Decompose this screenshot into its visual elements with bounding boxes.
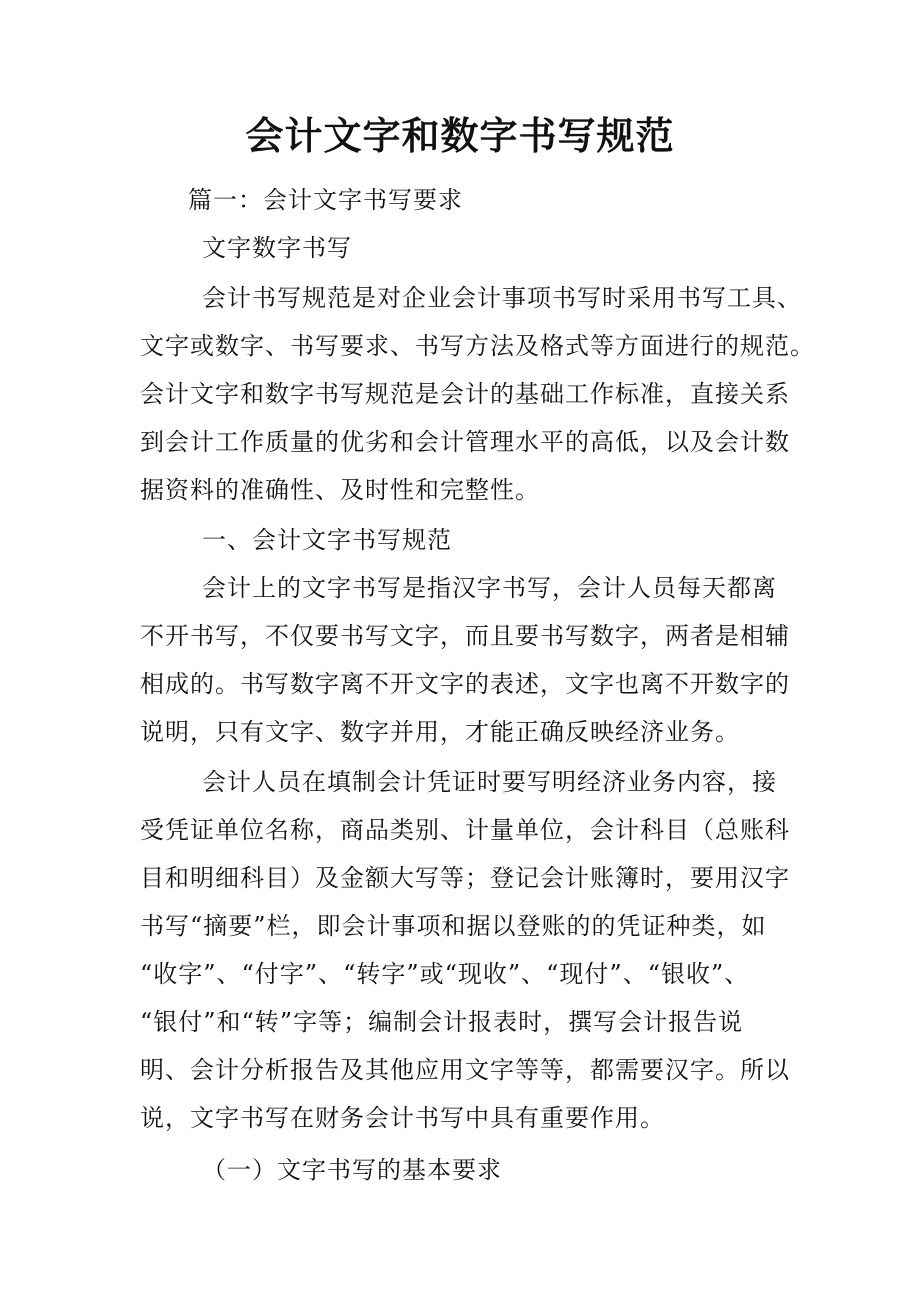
paragraph-line: “银付”和“转”字等；编制会计报表时，撰写会计报告说 bbox=[140, 1008, 744, 1036]
subsection-heading: （一）文字书写的基本要求 bbox=[202, 1156, 502, 1184]
paragraph-line: “收字”、“付字”、“转字”或“现收”、“现付”、“银收”、 bbox=[140, 960, 750, 988]
paragraph-line: 相成的。书写数字离不开文字的表述，文字也离不开数字的 bbox=[140, 670, 790, 698]
paragraph-line: 会计上的文字书写是指汉字书写，会计人员每天都离 bbox=[202, 574, 777, 602]
section-heading: 一、会计文字书写规范 bbox=[202, 526, 452, 554]
paragraph-line: 会计书写规范是对企业会计事项书写时采用书写工具、 bbox=[202, 284, 802, 312]
paragraph-line: 到会计工作质量的优劣和会计管理水平的高低，以及会计数 bbox=[140, 428, 790, 456]
paragraph-line: 说，文字书写在财务会计书写中具有重要作用。 bbox=[140, 1104, 665, 1132]
paragraph-line: 会计文字和数字书写规范是会计的基础工作标准，直接关系 bbox=[140, 380, 790, 408]
paragraph-line: 书写“摘要”栏，即会计事项和据以登账的的凭证种类，如 bbox=[140, 912, 767, 940]
paragraph-line: 不开书写，不仅要书写文字，而且要书写数字，两者是相辅 bbox=[140, 622, 790, 650]
paragraph-line: 说明，只有文字、数字并用，才能正确反映经济业务。 bbox=[140, 718, 740, 746]
section-heading: 篇一：会计文字书写要求 bbox=[188, 186, 463, 214]
subheading: 文字数字书写 bbox=[202, 234, 352, 262]
paragraph-line: 明、会计分析报告及其他应用文字等等，都需要汉字。所以 bbox=[140, 1056, 790, 1084]
document-title: 会计文字和数字书写规范 bbox=[245, 113, 675, 158]
paragraph-line: 受凭证单位名称，商品类别、计量单位，会计科目（总账科 bbox=[140, 816, 790, 844]
paragraph-line: 目和明细科目）及金额大写等；登记会计账簿时，要用汉字 bbox=[140, 864, 790, 892]
paragraph-line: 据资料的准确性、及时性和完整性。 bbox=[140, 476, 540, 504]
paragraph-line: 文字或数字、书写要求、书写方法及格式等方面进行的规范。 bbox=[140, 332, 815, 360]
paragraph-line: 会计人员在填制会计凭证时要写明经济业务内容，接 bbox=[202, 768, 777, 796]
